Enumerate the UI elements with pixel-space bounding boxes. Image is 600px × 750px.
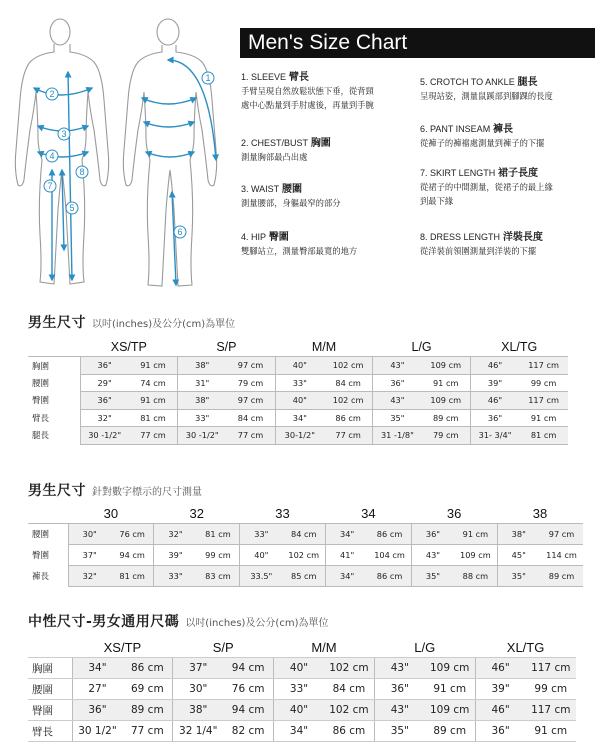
inch-value: 33" — [275, 374, 324, 392]
size-header: XL/TG — [470, 338, 568, 357]
inch-value: 32 1/4" — [173, 721, 223, 742]
inch-value: 38" — [178, 392, 227, 410]
table-row — [28, 566, 583, 587]
size-header: XS/TP — [80, 338, 178, 357]
inch-value: 34" — [72, 658, 122, 679]
measurement-name: 7. SKIRT LENGTH — [420, 168, 496, 178]
inch-value: 43" — [411, 545, 454, 566]
section-title-unisex — [28, 611, 328, 631]
table-row — [28, 700, 576, 721]
inch-value: 31" — [178, 374, 227, 392]
cm-value: 109 cm — [425, 658, 475, 679]
cm-value: 91 cm — [519, 409, 568, 427]
cm-value: 91 cm — [129, 392, 178, 410]
cm-value: 89 cm — [540, 566, 583, 587]
inch-value: 33.5" — [240, 566, 283, 587]
inch-value: 46" — [470, 392, 519, 410]
table-row — [28, 427, 568, 445]
measurement-name-zh: 臀圍 — [268, 232, 289, 243]
cm-value: 102 cm — [324, 357, 373, 375]
inch-value: 38" — [178, 357, 227, 375]
inch-value: 27" — [72, 679, 122, 700]
size-header: 32 — [154, 503, 240, 524]
size-header: L/G — [414, 639, 436, 655]
cm-value: 109 cm — [425, 700, 475, 721]
measurement-name: 4. HIP — [241, 232, 267, 242]
section-title-mens-numeric — [28, 480, 202, 500]
measurement-description: 從裙子的中間測量，從裙子的最上緣 — [420, 182, 553, 192]
inch-value: 33" — [240, 524, 283, 545]
marker-number: 7 — [47, 181, 53, 191]
inch-value: 39" — [154, 545, 197, 566]
inch-value: 30" — [173, 679, 223, 700]
cm-value: 81 cm — [111, 566, 154, 587]
measurement-item — [420, 166, 600, 208]
inch-value: 30 1/2" — [72, 721, 122, 742]
cm-value: 94 cm — [223, 658, 273, 679]
cm-value: 79 cm — [422, 427, 471, 445]
table-row — [28, 409, 568, 427]
measurement-name: 1. SLEEVE — [241, 72, 287, 82]
cm-value: 99 cm — [519, 374, 568, 392]
size-header: 33 — [240, 503, 326, 524]
size-header: L/G — [373, 338, 471, 357]
cm-value: 99 cm — [526, 679, 576, 700]
measurement-item — [420, 75, 600, 104]
inch-value: 43" — [373, 392, 422, 410]
measurement-name: 6. PANT INSEAM — [420, 124, 491, 134]
inch-value: 36" — [411, 524, 454, 545]
inch-value: 38" — [173, 700, 223, 721]
cm-value: 84 cm — [324, 374, 373, 392]
section-subtitle: 以吋(inches)及公分(cm)為單位 — [92, 319, 236, 330]
inch-value: 35" — [374, 721, 424, 742]
cm-value: 82 cm — [223, 721, 273, 742]
cm-value: 109 cm — [422, 357, 471, 375]
cm-value: 89 cm — [122, 700, 172, 721]
inch-value: 43" — [374, 700, 424, 721]
size-header: 38 — [497, 503, 583, 524]
cm-value: 94 cm — [223, 700, 273, 721]
cm-value: 86 cm — [368, 524, 411, 545]
inch-value: 34" — [325, 524, 368, 545]
measurement-description: 雙腳站立，測量臀部最寬的地方 — [241, 246, 358, 256]
inch-value: 32" — [80, 409, 129, 427]
inch-value: 36" — [374, 679, 424, 700]
measurement-name-zh: 腰圍 — [281, 184, 302, 195]
marker-number: 2 — [49, 89, 55, 99]
cm-value: 76 cm — [223, 679, 273, 700]
cm-value: 94 cm — [111, 545, 154, 566]
cm-value: 104 cm — [368, 545, 411, 566]
cm-value: 97 cm — [226, 392, 275, 410]
marker-number: 4 — [49, 151, 55, 161]
inch-value: 32" — [154, 524, 197, 545]
inch-value: 43" — [374, 658, 424, 679]
inch-value: 33" — [274, 679, 324, 700]
measurement-description: 呈現站姿，測量鼠蹊部到腳踝的長度 — [420, 91, 553, 101]
size-header: 36 — [411, 503, 497, 524]
marker-number: 5 — [69, 203, 75, 213]
inch-value: 36" — [470, 409, 519, 427]
cm-value: 81 cm — [519, 427, 568, 445]
body-measurement-diagram — [8, 10, 233, 295]
measurement-description: 測量腰部，身軀最窄的部分 — [241, 198, 341, 208]
measurement-name-zh: 裙子長度 — [498, 168, 538, 179]
inch-value: 35" — [411, 566, 454, 587]
inch-value: 32" — [68, 566, 111, 587]
cm-value: 89 cm — [425, 721, 475, 742]
cm-value: 109 cm — [454, 545, 497, 566]
cm-value: 102 cm — [324, 658, 374, 679]
measurement-item — [241, 136, 421, 165]
inch-value: 43" — [373, 357, 422, 375]
inch-value: 30 -1/2" — [80, 427, 129, 445]
inch-value: 33" — [178, 409, 227, 427]
inch-value: 30" — [68, 524, 111, 545]
table-row — [28, 357, 568, 375]
cm-value: 77 cm — [122, 721, 172, 742]
inch-value: 33" — [154, 566, 197, 587]
marker-number: 8 — [79, 167, 85, 177]
table-row — [28, 658, 576, 679]
inch-value: 39" — [475, 679, 525, 700]
inch-value: 41" — [325, 545, 368, 566]
cm-value: 83 cm — [197, 566, 240, 587]
size-header: S/P — [212, 639, 234, 655]
inch-value: 30 -1/2" — [178, 427, 227, 445]
measurement-name: 5. CROTCH TO ANKLE — [420, 77, 515, 87]
measurement-description: 測量胸部最凸出處 — [241, 152, 308, 162]
section-title-text: 男生尺寸 — [28, 483, 86, 499]
mens-size-table — [28, 338, 568, 445]
cm-value: 79 cm — [226, 374, 275, 392]
cm-value: 77 cm — [226, 427, 275, 445]
cm-value: 89 cm — [422, 409, 471, 427]
cm-value: 109 cm — [422, 392, 471, 410]
cm-value: 86 cm — [324, 409, 373, 427]
size-header: M/M — [311, 639, 337, 655]
cm-value: 114 cm — [540, 545, 583, 566]
inch-value: 36" — [373, 374, 422, 392]
inch-value: 46" — [475, 658, 525, 679]
row-label: 臂長 — [28, 409, 80, 427]
inch-value: 34" — [274, 721, 324, 742]
row-label: 腰圍 — [28, 524, 68, 545]
chart-title: Men's Size Chart — [240, 28, 595, 58]
inch-value: 40" — [275, 357, 324, 375]
inch-value: 34" — [275, 409, 324, 427]
measurement-item — [241, 182, 421, 211]
inch-value: 37" — [173, 658, 223, 679]
cm-value: 74 cm — [129, 374, 178, 392]
inch-value: 30-1/2" — [275, 427, 324, 445]
inch-value: 40" — [240, 545, 283, 566]
size-header: M/M — [275, 338, 373, 357]
unisex-size-table — [28, 637, 576, 742]
header-spacer — [28, 338, 80, 357]
cm-value: 69 cm — [122, 679, 172, 700]
size-header: XS/TP — [103, 639, 142, 655]
marker-number: 3 — [61, 129, 67, 139]
inch-value: 35" — [497, 566, 540, 587]
cm-value: 86 cm — [324, 721, 374, 742]
cm-value: 85 cm — [283, 566, 326, 587]
section-subtitle: 針對數字標示的尺寸測量 — [92, 487, 202, 498]
measurement-description: 到最下緣 — [420, 195, 454, 206]
inch-value: 31 -1/8" — [373, 427, 422, 445]
cm-value: 102 cm — [283, 545, 326, 566]
measurement-name-zh: 臂長 — [288, 72, 309, 83]
row-label: 臀圍 — [28, 545, 68, 566]
cm-value: 91 cm — [422, 374, 471, 392]
section-title-text: 中性尺寸-男女通用尺碼 — [28, 614, 180, 630]
mens-numeric-size-table — [28, 503, 583, 587]
cm-value: 99 cm — [197, 545, 240, 566]
size-header: 30 — [68, 503, 154, 524]
cm-value: 91 cm — [129, 357, 178, 375]
row-label: 腰圍 — [28, 679, 72, 700]
inch-value: 40" — [275, 392, 324, 410]
inch-value: 29" — [80, 374, 129, 392]
cm-value: 91 cm — [454, 524, 497, 545]
inch-value: 36" — [72, 700, 122, 721]
marker-number: 1 — [205, 73, 211, 83]
cm-value: 86 cm — [368, 566, 411, 587]
cm-value: 117 cm — [519, 357, 568, 375]
measurement-description: 手臂呈現自然放鬆狀態下垂，從背頸 — [241, 86, 374, 96]
table-row — [28, 374, 568, 392]
inch-value: 45" — [497, 545, 540, 566]
header-spacer — [28, 637, 72, 658]
inch-value: 31- 3/4" — [470, 427, 519, 445]
cm-value: 76 cm — [111, 524, 154, 545]
inch-value: 34" — [325, 566, 368, 587]
row-label: 臂長 — [28, 721, 72, 742]
header-spacer — [28, 503, 68, 524]
row-label: 臀圍 — [28, 392, 80, 410]
cm-value: 84 cm — [324, 679, 374, 700]
measurement-name: 2. CHEST/BUST — [241, 138, 309, 148]
cm-value: 117 cm — [526, 658, 576, 679]
measurement-description: 從褲子的褲襠處測量到褲子的下擺 — [420, 138, 545, 148]
measurement-description: 處中心點量到手肘處後，再量到手腕 — [241, 99, 374, 110]
cm-value: 97 cm — [226, 357, 275, 375]
cm-value: 84 cm — [283, 524, 326, 545]
inch-value: 46" — [470, 357, 519, 375]
size-header: XL/TG — [506, 639, 545, 655]
inch-value: 36" — [80, 357, 129, 375]
table-row — [28, 545, 583, 566]
section-title-mens — [28, 312, 235, 332]
cm-value: 97 cm — [540, 524, 583, 545]
cm-value: 77 cm — [129, 427, 178, 445]
inch-value: 40" — [274, 700, 324, 721]
measurement-item — [241, 70, 421, 112]
cm-value: 91 cm — [425, 679, 475, 700]
measurement-name: 8. DRESS LENGTH — [420, 232, 501, 242]
cm-value: 84 cm — [226, 409, 275, 427]
size-header: S/P — [178, 338, 276, 357]
table-row — [28, 392, 568, 410]
inch-value: 35" — [373, 409, 422, 427]
cm-value: 117 cm — [519, 392, 568, 410]
row-label: 胸圍 — [28, 658, 72, 679]
cm-value: 117 cm — [526, 700, 576, 721]
inch-value: 40" — [274, 658, 324, 679]
measurement-name: 3. WAIST — [241, 184, 280, 194]
cm-value: 86 cm — [122, 658, 172, 679]
measurement-name-zh: 洋裝長度 — [502, 232, 543, 243]
table-row — [28, 524, 583, 545]
back-body-figure — [123, 19, 216, 286]
measurement-name-zh: 胸圍 — [310, 138, 331, 149]
row-label: 褲長 — [28, 566, 68, 587]
cm-value: 91 cm — [526, 721, 576, 742]
cm-value: 81 cm — [197, 524, 240, 545]
section-subtitle: 以吋(inches)及公分(cm)為單位 — [185, 618, 329, 629]
inch-value: 36" — [475, 721, 525, 742]
row-label: 臀圍 — [28, 700, 72, 721]
measurement-item — [420, 122, 600, 151]
table-row — [28, 679, 576, 700]
table-row — [28, 721, 576, 742]
front-body-figure — [15, 19, 108, 284]
measurement-name-zh: 腿長 — [517, 77, 538, 88]
inch-value: 39" — [470, 374, 519, 392]
inch-value: 36" — [80, 392, 129, 410]
size-header: 34 — [325, 503, 411, 524]
inch-value: 38" — [497, 524, 540, 545]
row-label: 腰圍 — [28, 374, 80, 392]
cm-value: 81 cm — [129, 409, 178, 427]
inch-value: 37" — [68, 545, 111, 566]
cm-value: 88 cm — [454, 566, 497, 587]
inch-value: 46" — [475, 700, 525, 721]
measurement-description: 從洋裝前領圍測量到洋裝的下擺 — [420, 246, 537, 256]
cm-value: 77 cm — [324, 427, 373, 445]
marker-number: 6 — [177, 227, 183, 237]
measurement-name-zh: 褲長 — [492, 124, 513, 135]
measurement-item — [241, 230, 421, 259]
cm-value: 102 cm — [324, 700, 374, 721]
row-label: 胸圍 — [28, 357, 80, 375]
measurement-item — [420, 230, 600, 259]
cm-value: 102 cm — [324, 392, 373, 410]
section-title-text: 男生尺寸 — [28, 315, 86, 331]
row-label: 腿長 — [28, 427, 80, 445]
